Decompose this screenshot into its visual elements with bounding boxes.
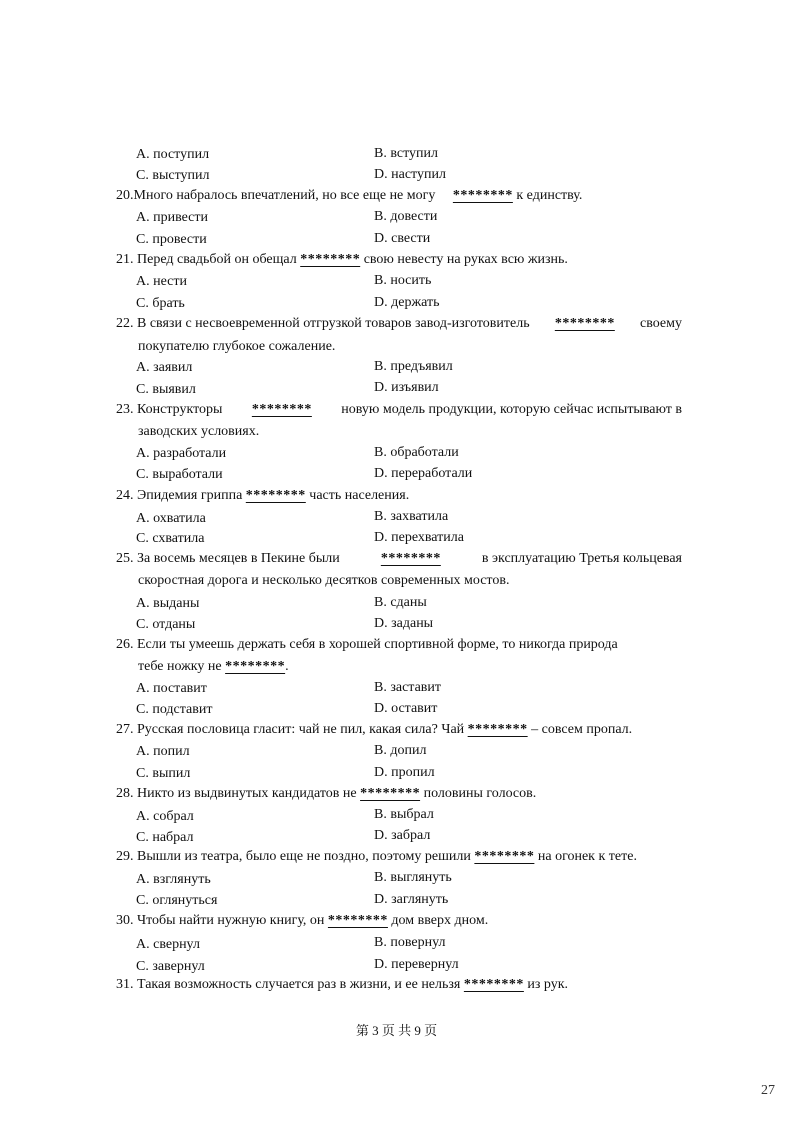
option-a: А. попил: [136, 744, 190, 759]
answer-blank: ********: [327, 913, 388, 928]
option-d: D. оставит: [374, 701, 438, 716]
answer-blank: ********: [452, 188, 513, 203]
option-a: А. свернул: [136, 937, 200, 952]
option-c: С. завернул: [136, 959, 205, 974]
option-a: А. поставит: [136, 681, 207, 696]
question-22: 22. В связи с несвоевременной отгрузкой товаров завод-изготовитель ******** своему: [116, 316, 682, 331]
option-c: С. выявил: [136, 382, 196, 397]
answer-blank: ********: [360, 786, 421, 801]
option-c: С. оглянуться: [136, 893, 218, 908]
question-29: 29. Вышли из театра, было еще не поздно, поэтому решили ******** на огонек к тете.: [116, 849, 637, 864]
question-28: 28. Никто из выдвинутых кандидатов не ******** половины голосов.: [116, 786, 537, 801]
option-a: А. охватила: [136, 511, 206, 526]
option-d: D. заданы: [374, 616, 434, 631]
page-number: 27: [761, 1083, 775, 1098]
answer-blank: ********: [474, 849, 535, 864]
answer-blank: ********: [463, 977, 524, 992]
question-26-continuation: тебе ножку не ********.: [138, 659, 289, 674]
option-a: А. разработали: [136, 446, 227, 461]
option-c: С. отданы: [136, 617, 196, 632]
option-b: B. выглянуть: [374, 870, 452, 885]
question-21: 21. Перед свадьбой он обещал ******** свою невесту на руках всю жизнь.: [116, 252, 568, 267]
option-c: С. набрал: [136, 830, 194, 845]
option-d: D. наступил: [374, 167, 446, 182]
option-a: А. выданы: [136, 596, 200, 611]
answer-blank: ********: [300, 252, 361, 267]
option-b: B. допил: [374, 743, 427, 758]
option-a: А. заявил: [136, 360, 193, 375]
answer-blank: ********: [380, 551, 441, 566]
answer-blank: ********: [251, 402, 312, 417]
option-b: B. довести: [374, 209, 438, 224]
option-a: А. собрал: [136, 809, 194, 824]
option-b: B. обработали: [374, 445, 459, 460]
question-31: 31. Такая возможность случается раз в жизни, и ее нельзя ******** из рук.: [116, 977, 569, 992]
answer-blank: ********: [467, 722, 528, 737]
question-23-continuation: заводских условиях.: [138, 424, 260, 439]
option-d: D. заглянуть: [374, 892, 449, 907]
answer-blank: ********: [225, 659, 286, 674]
question-25-continuation: скоростная дорога и несколько десятков современных мостов.: [138, 573, 510, 588]
option-c: С. провести: [136, 232, 207, 247]
option-c: С. выступил: [136, 168, 210, 183]
option-d: D. изъявил: [374, 380, 439, 395]
question-20: 20.Много набралось впечатлений, но все еще не могу ******** к единству.: [116, 188, 583, 203]
question-30: 30. Чтобы найти нужную книгу, он ******** дом вверх дном.: [116, 913, 489, 928]
option-d: D. перевернул: [374, 957, 459, 972]
answer-blank: ********: [245, 488, 306, 503]
page-footer: 第 3 页 共 9 页: [355, 1023, 438, 1038]
option-d: D. пропил: [374, 765, 435, 780]
option-c: С. подставит: [136, 702, 213, 717]
option-c: С. выпил: [136, 766, 191, 781]
option-d: D. держать: [374, 295, 440, 310]
question-24: 24. Эпидемия гриппа ******** часть населения.: [116, 488, 410, 503]
option-b: B. носить: [374, 273, 432, 288]
option-d: D. переработали: [374, 466, 473, 481]
option-a: А. взглянуть: [136, 872, 211, 887]
question-27: 27. Русская пословица гласит: чай не пил, какая сила? Чай ******** – совсем пропал.: [116, 722, 633, 737]
question-22-continuation: покупателю глубокое сожаление.: [138, 339, 336, 354]
option-b: B. выбрал: [374, 807, 434, 822]
option-b: B. заставит: [374, 680, 442, 695]
option-b: B. предъявил: [374, 359, 453, 374]
option-a: А. нести: [136, 274, 187, 289]
option-c: С. схватила: [136, 531, 205, 546]
option-d: D. перехватила: [374, 530, 464, 545]
option-b: B. сданы: [374, 595, 427, 610]
question-26: 26. Если ты умеешь держать себя в хорошей спортивной форме, то никогда природа: [116, 637, 618, 652]
option-a: А. поступил: [136, 147, 210, 162]
option-d: D. свести: [374, 231, 431, 246]
question-23: 23. Конструкторы ******** новую модель продукции, которую сейчас испытывают в: [116, 402, 682, 417]
option-b: B. повернул: [374, 935, 446, 950]
option-c: С. брать: [136, 296, 185, 311]
option-a: А. привести: [136, 210, 209, 225]
option-b: B. захватила: [374, 509, 449, 524]
option-b: B. вступил: [374, 146, 438, 161]
answer-blank: ********: [554, 316, 615, 331]
question-25: 25. За восемь месяцев в Пекине были ******** в эксплуатацию Третья кольцевая: [116, 551, 682, 566]
option-c: С. выработали: [136, 467, 223, 482]
option-d: D. забрал: [374, 828, 431, 843]
